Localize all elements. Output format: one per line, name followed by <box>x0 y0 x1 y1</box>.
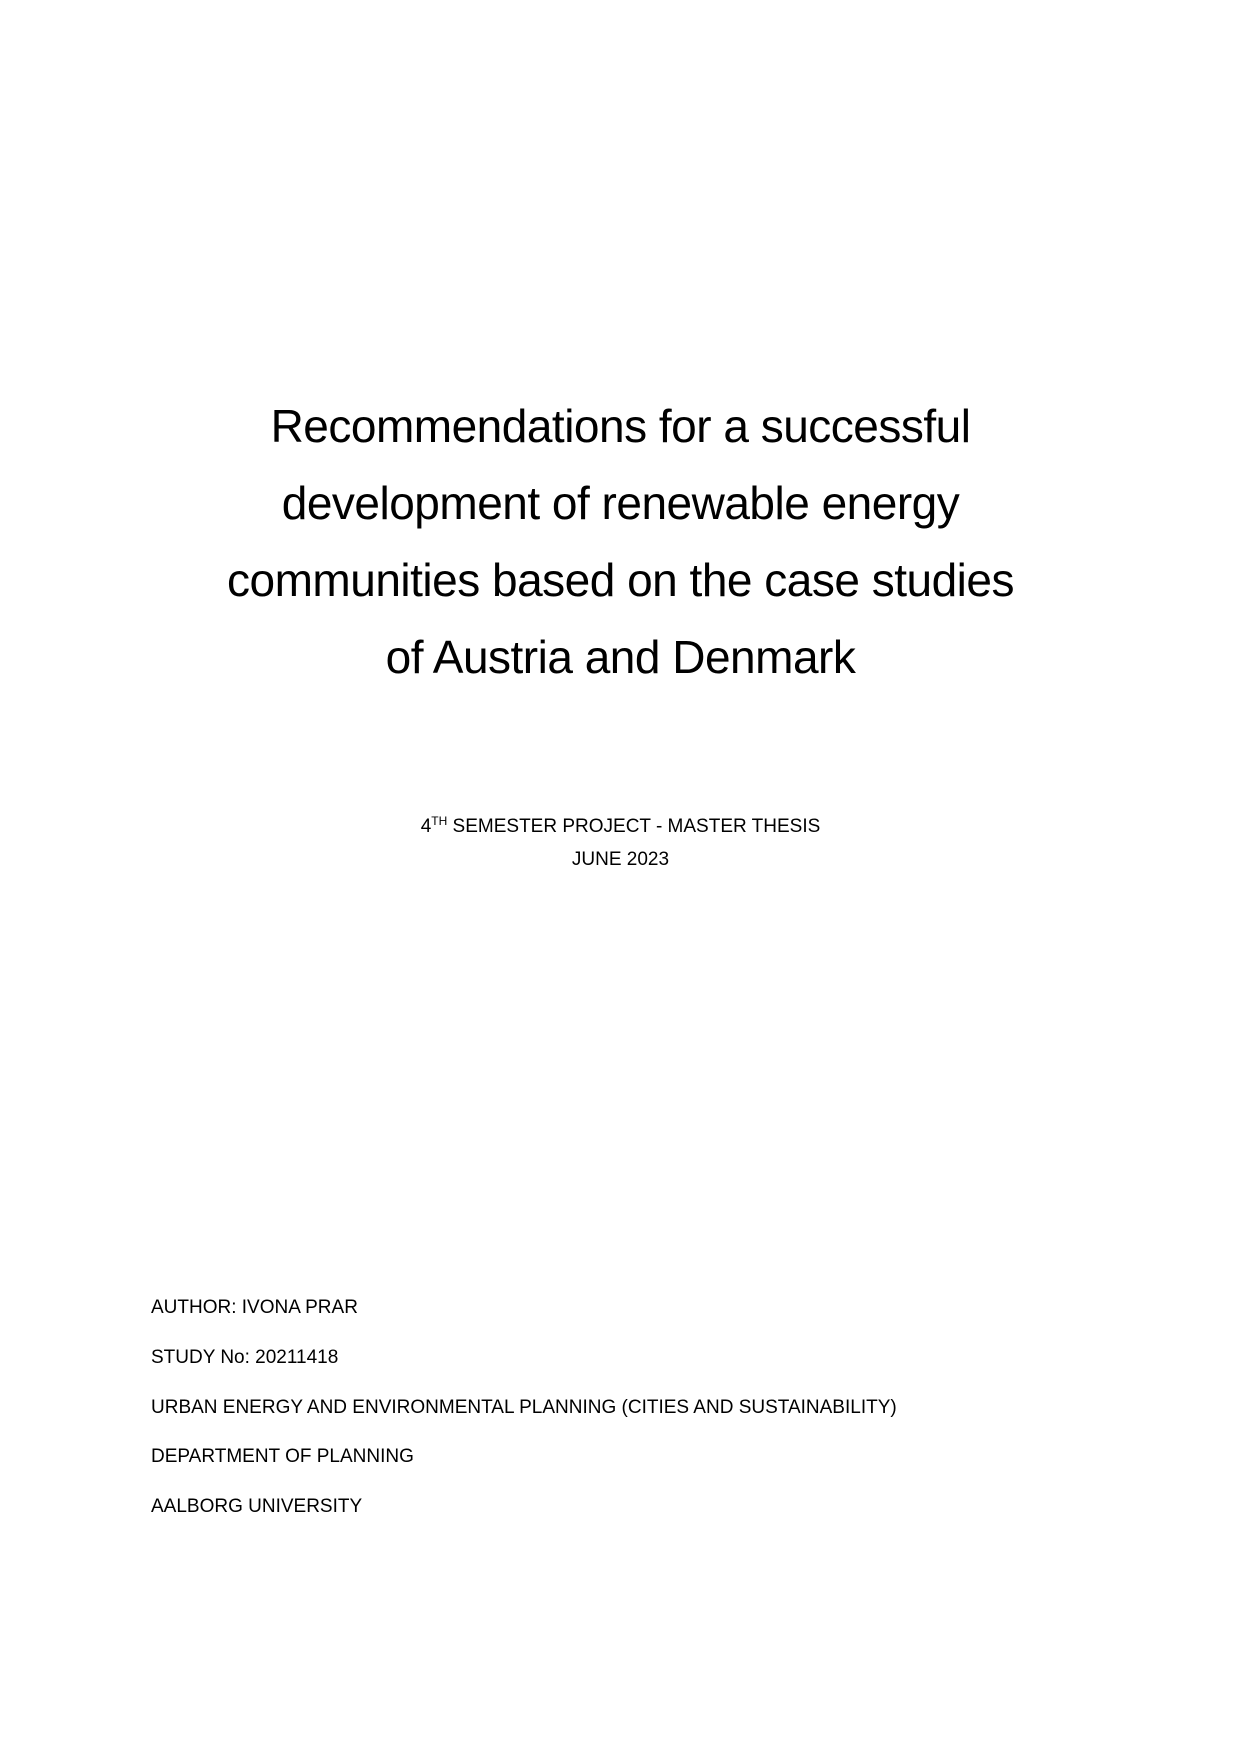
project-type-text: SEMESTER PROJECT - MASTER THESIS <box>452 816 821 837</box>
title-line: Recommendations for a successful <box>270 400 971 452</box>
semester-number: 4 <box>420 816 432 837</box>
study-number: STUDY No: 20211418 <box>151 1346 339 1368</box>
date: JUNE 2023 <box>571 849 670 870</box>
title-line: communities based on the case studies <box>227 554 1014 606</box>
ordinal-suffix: TH <box>431 814 448 828</box>
university: AALBORG UNIVERSITY <box>151 1496 363 1518</box>
author-info <box>151 1295 897 1544</box>
document-title <box>0 388 1241 696</box>
subtitle <box>0 810 1241 876</box>
title-line: development of renewable energy <box>281 477 960 529</box>
program: URBAN ENERGY AND ENVIRONMENTAL PLANNING (CITIES AND SUSTAINABILITY) <box>151 1396 897 1418</box>
department: DEPARTMENT OF PLANNING <box>151 1446 414 1468</box>
project-type <box>0 810 1241 843</box>
title-line: of Austria and Denmark <box>385 631 856 683</box>
author: AUTHOR: IVONA PRAR <box>151 1297 358 1318</box>
